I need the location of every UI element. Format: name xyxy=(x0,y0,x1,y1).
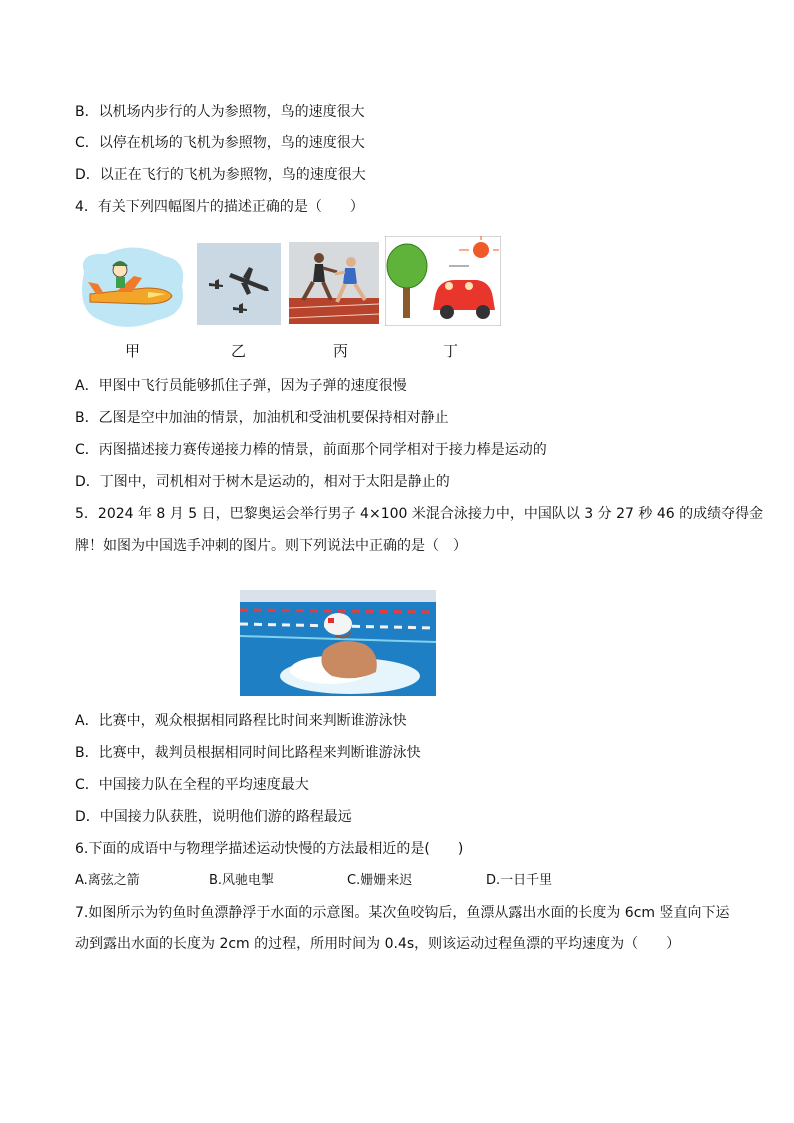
figure-label-jia: 甲 xyxy=(125,342,141,360)
q7-stem-line2: 动到露出水面的长度为 2cm 的过程，所用时间为 0.4s，则该运动过程鱼漂的平均速度为（ ） xyxy=(75,936,681,952)
q5-stem-line2: 牌！如图为中国选手冲刺的图片。则下列说法中正确的是（ ） xyxy=(75,538,467,554)
figure-jia-pilot xyxy=(76,242,188,330)
figure-ding-car xyxy=(385,236,501,326)
q5-option-a: A．比赛中，观众根据相同路程比时间来判断谁游泳快 xyxy=(75,713,407,729)
q3-option-d: D．以正在飞行的飞机为参照物，鸟的速度很大 xyxy=(75,167,366,183)
figure-yi-refueling xyxy=(197,243,281,325)
figure-swimmer-photo xyxy=(240,590,436,696)
q5-option-d: D．中国接力队获胜，说明他们游的路程最远 xyxy=(75,809,352,825)
q4-option-c: C．丙图描述接力赛传递接力棒的情景，前面那个同学相对于接力棒是运动的 xyxy=(75,442,547,458)
q5-option-b: B．比赛中，裁判员根据相同时间比路程来判断谁游泳快 xyxy=(75,745,421,761)
q3-option-c: C．以停在机场的飞机为参照物，鸟的速度很大 xyxy=(75,135,365,151)
q4-option-d: D．丁图中，司机相对于树木是运动的，相对于太阳是静止的 xyxy=(75,474,450,490)
q5-stem-line1: 5．2024 年 8 月 5 日，巴黎奥运会举行男子 4×100 米混合泳接力中，中国队以 3 分 27 秒 46 的成绩夺得金 xyxy=(75,506,764,522)
q6-stem: 6.下面的成语中与物理学描述运动快慢的方法最相近的是( ) xyxy=(75,841,464,857)
q4-option-a: A．甲图中飞行员能够抓住子弹，因为子弹的速度很慢 xyxy=(75,378,407,394)
figure-bing-relay xyxy=(289,242,379,324)
figure-label-yi: 乙 xyxy=(231,342,247,360)
q4-option-b: B．乙图是空中加油的情景，加油机和受油机要保持相对静止 xyxy=(75,410,449,426)
q7-stem-line1: 7.如图所示为钓鱼时鱼漂静浮于水面的示意图。某次鱼咬钩后，鱼漂从露出水面的长度为 6cm 竖直向下运 xyxy=(75,905,730,921)
q6-option-b: B.风驰电掣 xyxy=(209,873,275,888)
q5-option-c: C．中国接力队在全程的平均速度最大 xyxy=(75,777,309,793)
figure-label-bing: 丙 xyxy=(333,342,349,360)
q6-option-d: D.一日千里 xyxy=(486,873,553,888)
q3-option-b: B．以机场内步行的人为参照物，鸟的速度很大 xyxy=(75,104,365,120)
q6-option-a: A.离弦之箭 xyxy=(75,873,140,888)
q6-option-c: C.姗姗来迟 xyxy=(347,873,413,888)
figure-label-ding: 丁 xyxy=(443,342,459,360)
q4-stem: 4．有关下列四幅图片的描述正确的是（ ） xyxy=(75,199,364,215)
